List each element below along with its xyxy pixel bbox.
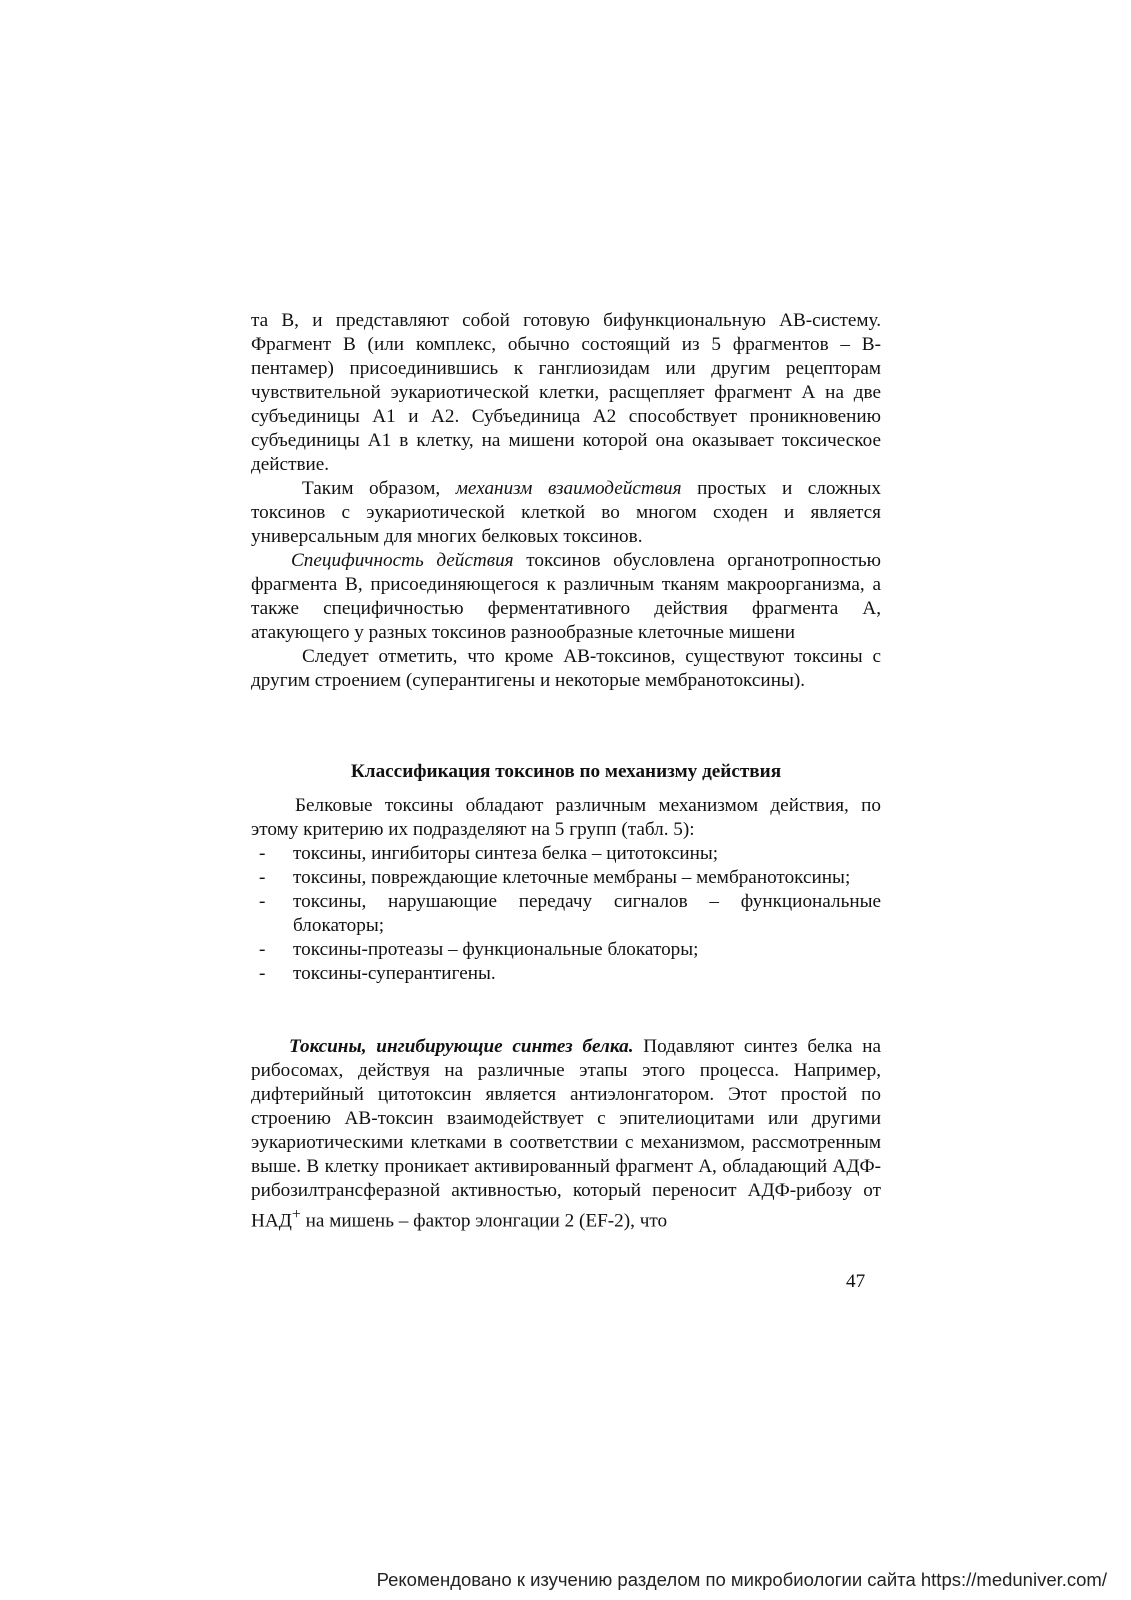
list-item-text: токсины, повреждающие клеточные мембраны – мембранотоксины; <box>293 867 851 888</box>
paragraph-3-text: токсинов обусловлена органотропностью фрагмента В, присоединяющегося к различным тканям макроорганизма, а также специфичностью ферментативного действия фрагмента А, атакующего у разных токсинов разнообразные клеточные мишени <box>251 550 882 643</box>
text-block-top <box>251 309 881 693</box>
list-dash: - <box>259 843 266 864</box>
list-item-text: токсины-протеазы – функциональные блокаторы; <box>293 939 699 960</box>
paragraph-6-text-b: на мишень – фактор элонгации 2 (EF-2), что <box>300 1210 668 1232</box>
list-item-text: токсины, ингибиторы синтеза белка – цитотоксины; <box>293 843 719 864</box>
list-item <box>251 842 881 866</box>
list-item <box>251 890 881 938</box>
text-block-bottom <box>251 1035 881 1233</box>
paragraph-4: Следует отметить, что кроме АВ-токсинов, существуют токсины с другим строением (суперантигены и некоторые мембранотоксины). <box>251 646 881 691</box>
list-item-text: токсины, нарушающие передачу сигналов – функциональные блокаторы; <box>293 891 881 936</box>
list-dash: - <box>259 939 266 960</box>
section-block <box>251 760 881 784</box>
superscript-plus: + <box>291 1206 301 1223</box>
emphasis-protein-synthesis: Токсины, ингибирующие синтез белка. <box>289 1036 634 1057</box>
list-item <box>251 938 881 962</box>
paragraph-2-text-b: простых и сложных токсинов с эукариотической клеткой во многом сходен и является универсальным для многих белковых токсинов. <box>251 478 881 547</box>
paragraph-2-text-a: Таким образом, <box>302 478 456 499</box>
list-dash: - <box>259 891 266 912</box>
emphasis-mechanism: механизм взаимодействия <box>455 478 682 499</box>
list-item-text: токсины-суперантигены. <box>293 963 496 984</box>
list-dash: - <box>259 867 266 888</box>
emphasis-specificity: Специфичность действия <box>291 550 514 571</box>
paragraph-3 <box>251 549 881 645</box>
page-number: 47 <box>846 1271 866 1292</box>
paragraph-6 <box>251 1035 881 1233</box>
paragraph-2 <box>251 477 881 549</box>
paragraph-5: Белковые токсины обладают различным механизмом действия, по этому критерию их подразделяют на 5 групп (табл. 5): <box>251 795 881 840</box>
paragraph-6-text-a: Подавляют синтез белка на рибосомах, действуя на различные этапы этого процесса. Например, дифтерийный цитотоксин является антиэлонгатором. Этот простой по строению АВ-токсин взаимодействует с эпителиоцитами или другими эукариотическими клетками в соответствии с механизмом, рассмотренным выше. В клетку проникает активированный фрагмент А, обладающий АДФ-рибозилтрансферазной активностью, который переносит АДФ-рибозу от НАД <box>251 1036 881 1232</box>
footer-note: Рекомендовано к изучению разделом по микробиологии сайта https://meduniver.com/ <box>376 1569 1107 1590</box>
toxin-group-list <box>251 842 881 986</box>
list-dash: - <box>259 963 266 984</box>
text-block-list <box>251 794 881 986</box>
list-item <box>251 866 881 890</box>
paragraph-1: та В, и представляют собой готовую бифункциональную АВ-систему. Фрагмент В (или комплекс, обычно состоящий из 5 фрагментов – В-пентамер) присоединившись к ганглиозидам или другим рецепторам чувствительной эукариотической клетки, расщепляет фрагмент А на две субъединицы А1 и А2. Субъединица А2 способствует проникновению субъединицы А1 в клетку, на мишени которой она оказывает токсическое действие. <box>251 310 881 475</box>
list-item <box>251 962 881 986</box>
section-heading: Классификация токсинов по механизму действия <box>350 761 782 782</box>
